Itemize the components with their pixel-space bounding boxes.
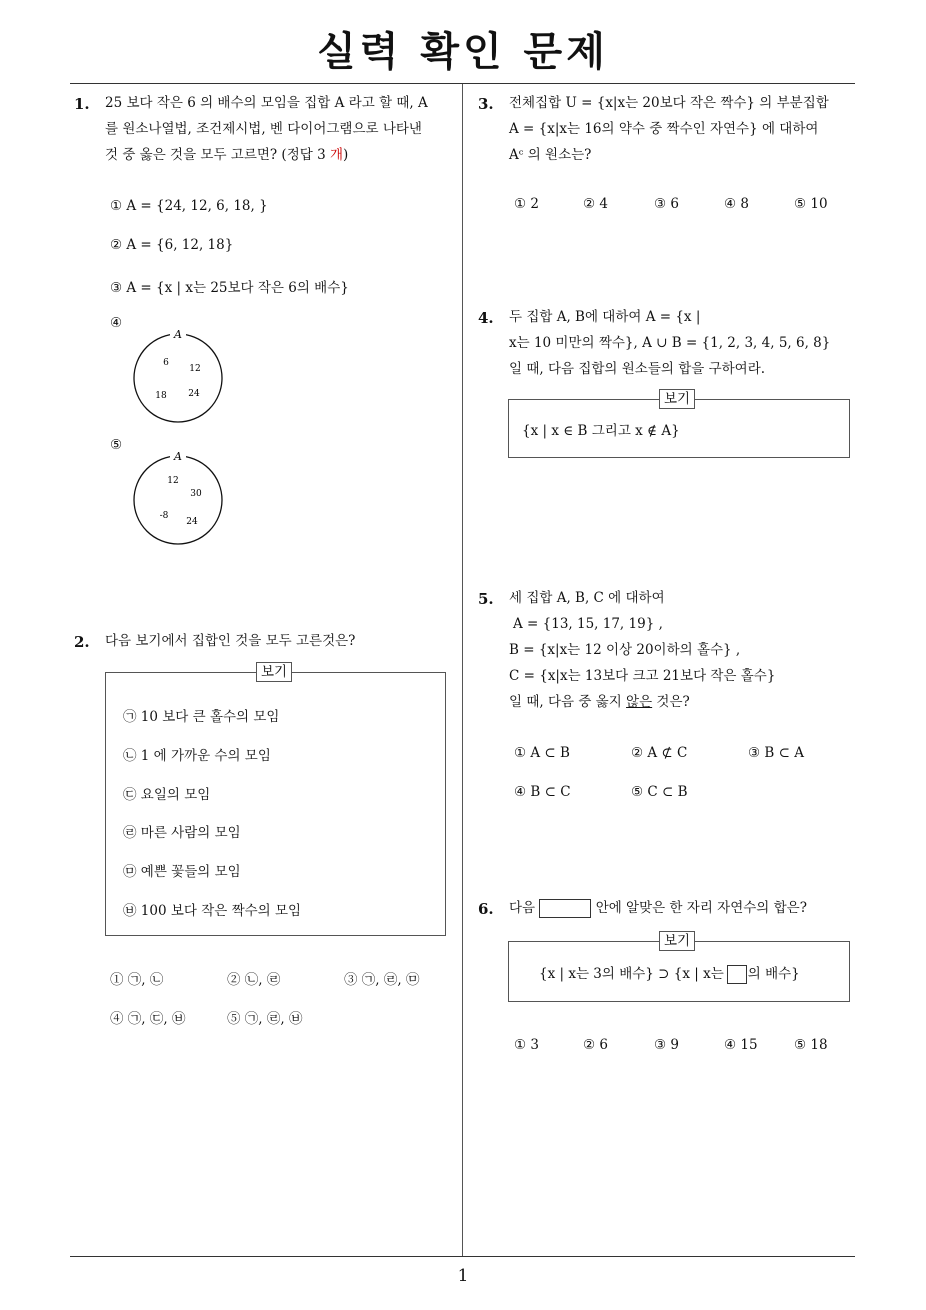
q5-line1: 세 집합 A, B, C 에 대하여 bbox=[509, 590, 665, 606]
q4-box-label: 보기 bbox=[659, 389, 695, 409]
q6-choice-1[interactable]: ① 3 bbox=[514, 1037, 539, 1053]
q4-line1: 두 집합 A, B에 대하여 A = {x | bbox=[509, 309, 701, 325]
q1-venn4-element: 24 bbox=[188, 389, 200, 399]
q3-line1: 전체집합 U = {x|x는 20보다 작은 짝수} 의 부분집합 bbox=[509, 95, 829, 111]
q3-choice-5[interactable]: ⑤ 10 bbox=[794, 196, 828, 212]
q2-box-item: ㉡ 1 에 가까운 수의 모임 bbox=[123, 748, 271, 764]
q6-choice-2[interactable]: ② 6 bbox=[583, 1037, 608, 1053]
q1-venn5-element: 24 bbox=[186, 517, 198, 527]
q5-line3: B = {x|x는 12 이상 20이하의 홀수} , bbox=[509, 642, 741, 658]
q2-box-item: ㉣ 마른 사람의 모임 bbox=[123, 825, 241, 841]
bottom-rule bbox=[70, 1256, 855, 1257]
q6-text: 다음 안에 알맞은 한 자리 자연수의 합은? bbox=[509, 900, 807, 916]
q1-venn-diagram-4 bbox=[128, 326, 228, 426]
q2-choice-4[interactable]: ④ ㉠, ㉢, ㉥ bbox=[110, 1011, 186, 1027]
q2-choice-1[interactable]: ① ㉠, ㉡ bbox=[110, 972, 164, 988]
q5-line4: C = {x|x는 13보다 크고 21보다 작은 홀수} bbox=[509, 668, 776, 684]
q3-text bbox=[509, 90, 859, 168]
q6-number: 6. bbox=[478, 900, 494, 918]
q1-venn4-element: 6 bbox=[163, 358, 169, 368]
q3-line3: Aᶜ 의 원소는? bbox=[509, 147, 592, 163]
q1-venn5-label: A bbox=[174, 450, 182, 463]
q1-red-mark: 개 bbox=[329, 147, 344, 163]
q4-number: 4. bbox=[478, 309, 494, 327]
q5-choice-3[interactable]: ③ B ⊂ A bbox=[748, 745, 804, 761]
q2-box-item: ㉢ 요일의 모임 bbox=[123, 787, 211, 803]
q6-box-label: 보기 bbox=[659, 931, 695, 951]
q1-venn4-element: 18 bbox=[155, 391, 167, 401]
q2-choice-3[interactable]: ③ ㉠, ㉣, ㉤ bbox=[344, 972, 420, 988]
q5-text bbox=[509, 585, 859, 715]
q3-choice-2[interactable]: ② 4 bbox=[583, 196, 608, 212]
q1-line2: 를 원소나열법, 조건제시법, 벤 다이어그램으로 나타낸 bbox=[105, 121, 422, 137]
q6-answer-blank bbox=[539, 899, 591, 918]
q5-choice-2[interactable]: ② A ⊄ C bbox=[631, 745, 688, 761]
q1-text bbox=[105, 90, 457, 168]
q4-line2: x는 10 미만의 짝수}, A ∪ B = {1, 2, 3, 4, 5, 6, 8} bbox=[509, 335, 831, 351]
q1-venn5-element: -8 bbox=[159, 511, 169, 521]
q1-choice-5[interactable]: ⑤ bbox=[110, 437, 123, 453]
q5-choice-1[interactable]: ① A ⊂ B bbox=[514, 745, 570, 761]
q1-venn5-element: 12 bbox=[167, 476, 179, 486]
q5-number: 5. bbox=[478, 590, 494, 608]
q1-number: 1. bbox=[74, 95, 90, 113]
q2-choice-2[interactable]: ② ㉡, ㉣ bbox=[227, 972, 281, 988]
column-divider bbox=[462, 84, 463, 1256]
q1-choice-1[interactable]: ① A = {24, 12, 6, 18, } bbox=[110, 198, 268, 214]
q5-underlined-word: 않은 bbox=[626, 694, 653, 710]
q1-venn4-label: A bbox=[174, 328, 182, 341]
q1-line1: 25 보다 작은 6 의 배수의 모임을 집합 A 라고 할 때, A bbox=[105, 95, 428, 111]
q4-line3: 일 때, 다음 집합의 원소들의 합을 구하여라. bbox=[509, 361, 766, 377]
q5-choice-4[interactable]: ④ B ⊂ C bbox=[514, 784, 571, 800]
q1-venn-diagram-5 bbox=[128, 448, 228, 548]
q6-box-text: {x | x는 3의 배수} ⊃ {x | x는 의 배수} bbox=[539, 966, 800, 982]
q2-choice-5[interactable]: ⑤ ㉠, ㉣, ㉥ bbox=[227, 1011, 303, 1027]
q2-box-item: ㉥ 100 보다 작은 짝수의 모임 bbox=[123, 903, 302, 919]
q3-choice-1[interactable]: ① 2 bbox=[514, 196, 539, 212]
q4-text bbox=[509, 304, 859, 382]
q5-line5: 일 때, 다음 중 옳지 않은 것은? bbox=[509, 694, 690, 710]
q4-box-text: {x | x ∈ B 그리고 x ∉ A} bbox=[522, 423, 680, 439]
q3-line2: A = {x|x는 16의 약수 중 짝수인 자연수} 에 대하여 bbox=[509, 121, 819, 137]
q6-choice-3[interactable]: ③ 9 bbox=[654, 1037, 679, 1053]
page-title: 실력 확인 문제 bbox=[317, 29, 609, 75]
q1-venn4-element: 12 bbox=[189, 364, 201, 374]
q5-choice-5[interactable]: ⑤ C ⊂ B bbox=[631, 784, 688, 800]
q1-line3: 것 중 옳은 것을 모두 고르면? (정답 3 개) bbox=[105, 147, 349, 163]
q1-choice-4[interactable]: ④ bbox=[110, 315, 123, 331]
q2-number: 2. bbox=[74, 633, 90, 651]
q2-box-item: ㉤ 예쁜 꽃들의 모임 bbox=[123, 864, 241, 880]
q2-box-label: 보기 bbox=[256, 662, 292, 682]
q3-choice-3[interactable]: ③ 6 bbox=[654, 196, 679, 212]
page-number: 1 bbox=[457, 1266, 469, 1286]
q5-line2: A = {13, 15, 17, 19} , bbox=[513, 616, 663, 632]
q2-box-item: ㉠ 10 보다 큰 홀수의 모임 bbox=[123, 709, 280, 725]
q6-choice-5[interactable]: ⑤ 18 bbox=[794, 1037, 828, 1053]
q1-choice-2[interactable]: ② A = {6, 12, 18} bbox=[110, 237, 234, 253]
q6-box-blank bbox=[727, 965, 747, 984]
q3-number: 3. bbox=[478, 95, 494, 113]
q3-choice-4[interactable]: ④ 8 bbox=[724, 196, 749, 212]
q6-choice-4[interactable]: ④ 15 bbox=[724, 1037, 758, 1053]
q1-venn5-element: 30 bbox=[190, 489, 202, 499]
q2-text: 다음 보기에서 집합인 것을 모두 고른것은? bbox=[105, 633, 356, 649]
q1-choice-3[interactable]: ③ A = {x | x는 25보다 작은 6의 배수} bbox=[110, 280, 349, 296]
